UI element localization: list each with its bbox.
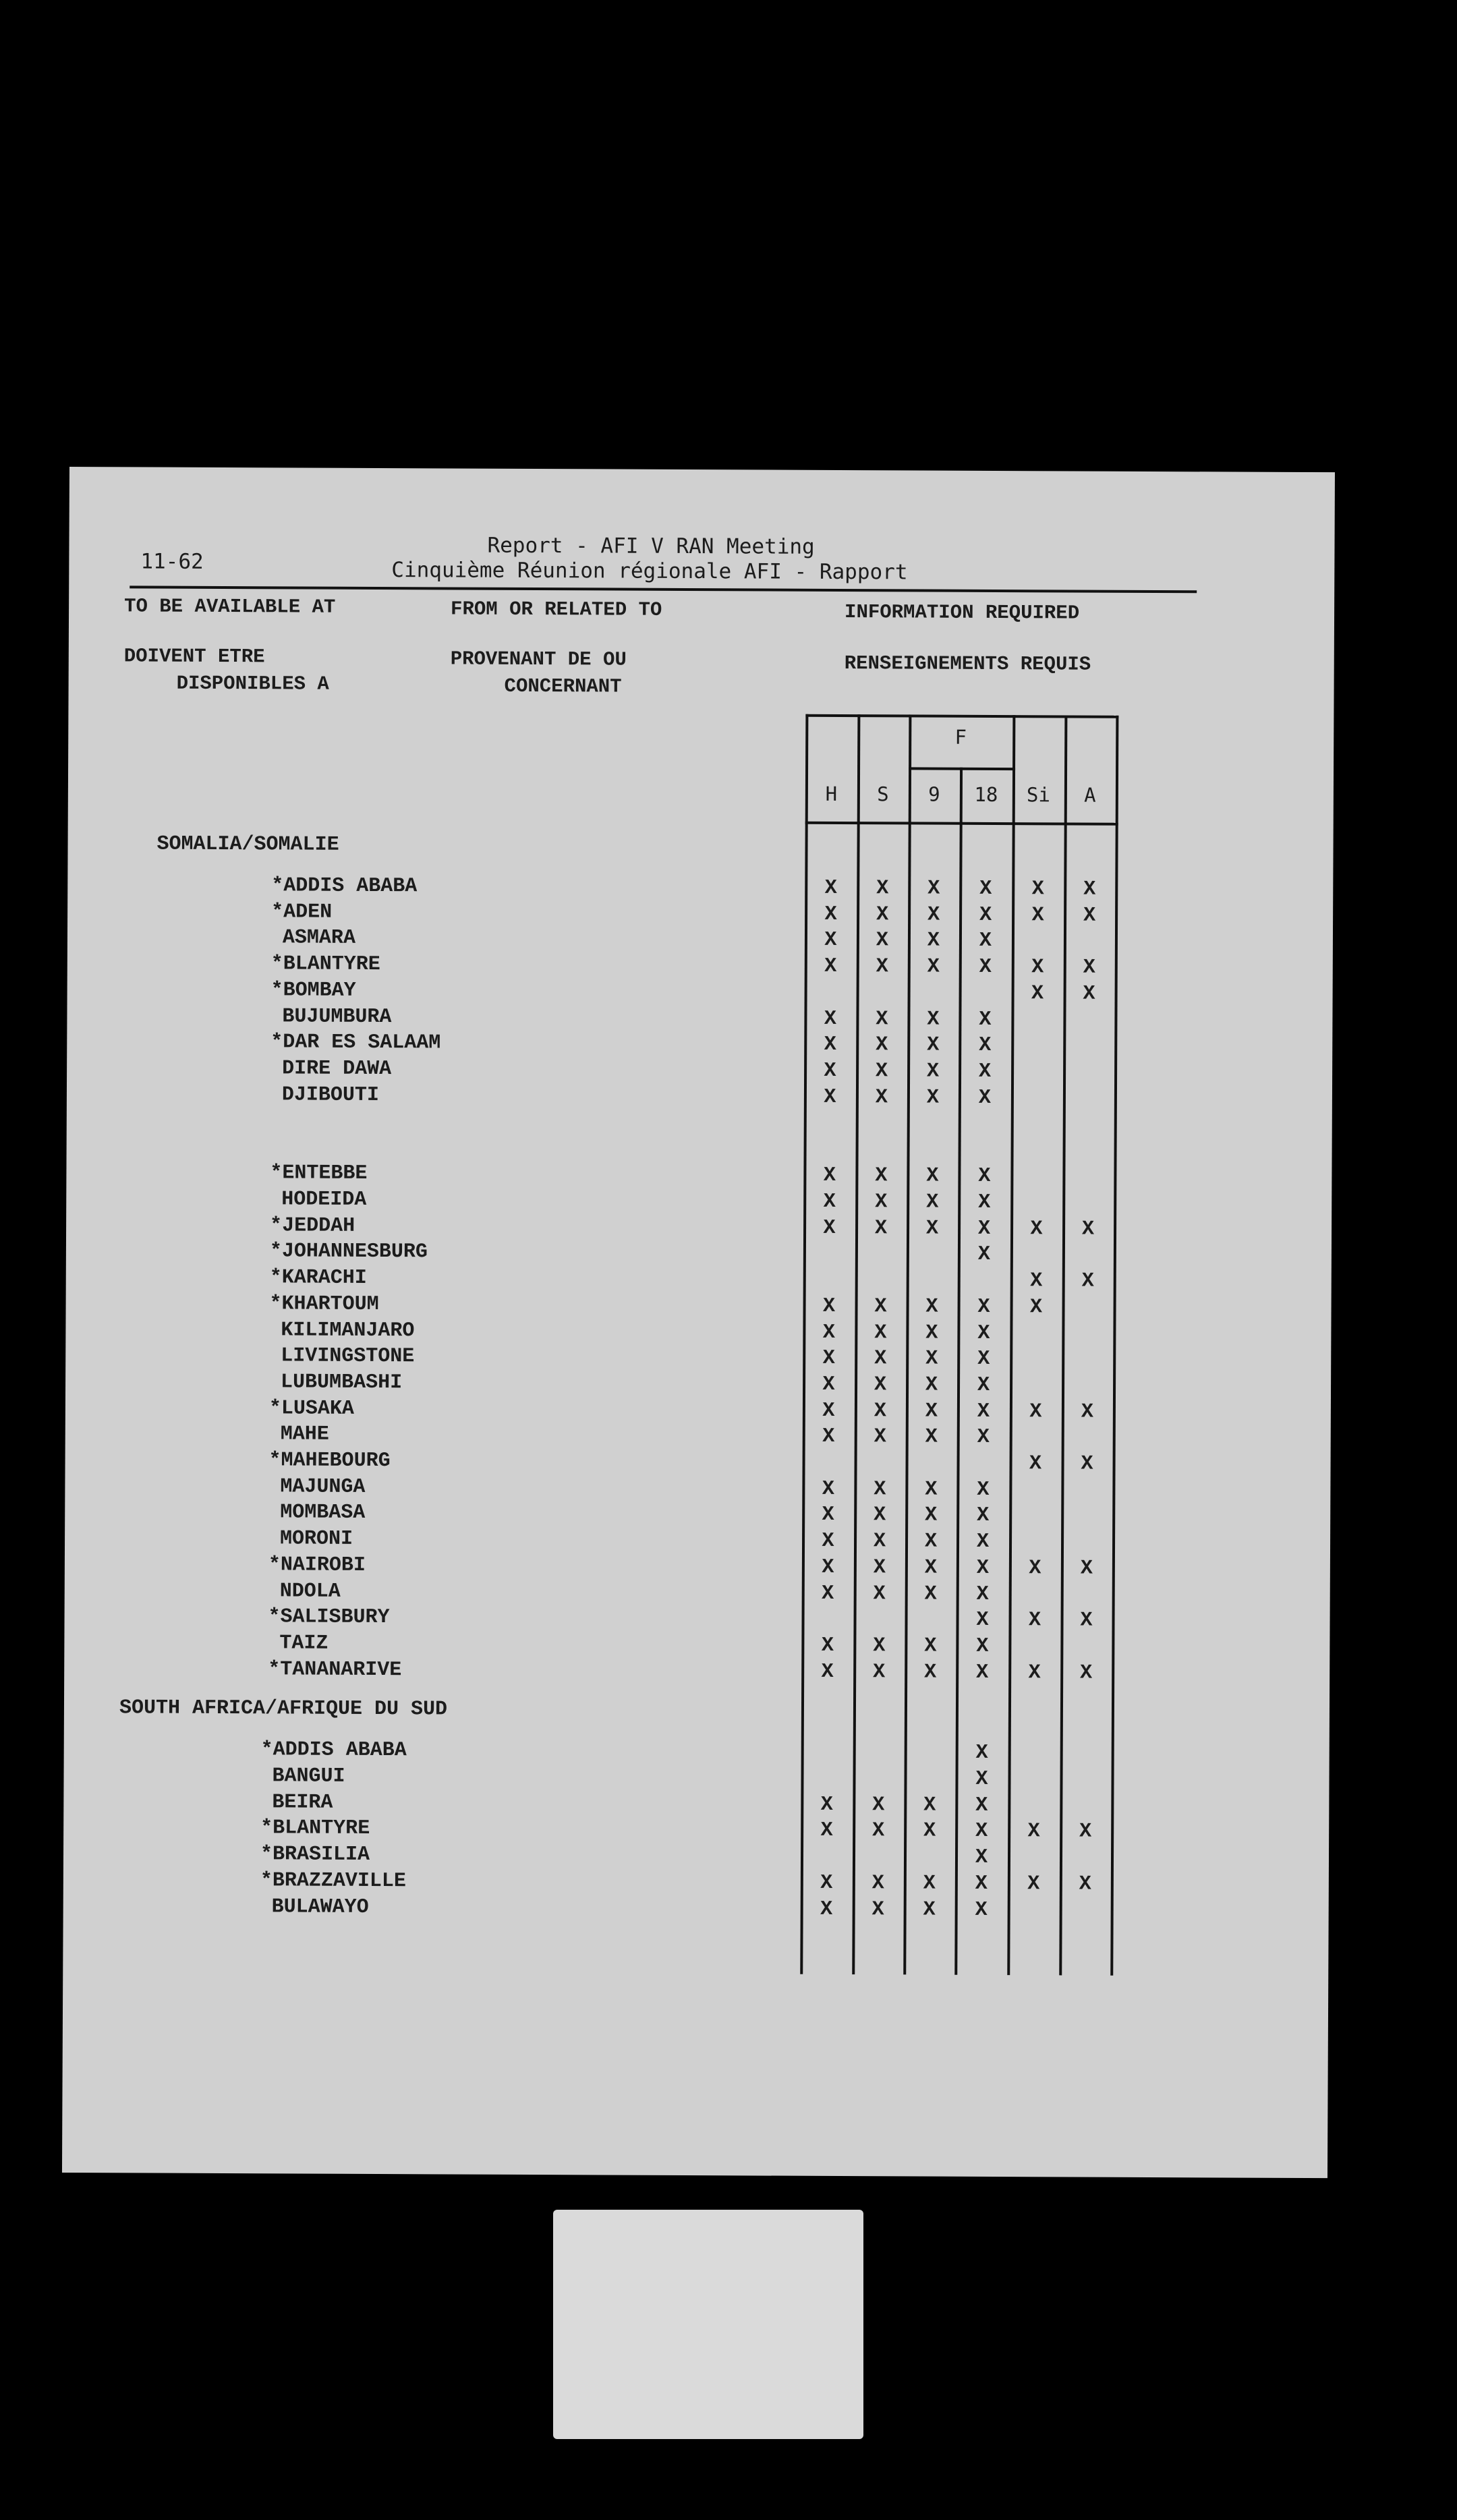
- mark-a: X: [1080, 1609, 1093, 1632]
- grid-vline: [1110, 716, 1118, 1976]
- mark-9: X: [925, 1400, 938, 1423]
- mark-18: X: [977, 1295, 990, 1319]
- mark-h: X: [820, 1871, 833, 1895]
- station-name: DJIBOUTI: [281, 1083, 380, 1107]
- heading-info-fr: RENSEIGNEMENTS REQUIS: [844, 652, 1091, 676]
- mark-h: X: [824, 954, 837, 979]
- mark-a: X: [1079, 1820, 1092, 1844]
- mark-si: X: [1028, 1609, 1041, 1632]
- station-name: *ADEN: [271, 900, 333, 924]
- mark-s: X: [876, 929, 889, 952]
- mark-18: X: [979, 877, 992, 900]
- station-name: BEIRA: [272, 1791, 333, 1814]
- mark-9: X: [926, 1191, 939, 1214]
- mark-9: X: [925, 1504, 938, 1528]
- mark-18: X: [975, 1872, 988, 1895]
- heading-from-en: FROM OR RELATED TO: [451, 598, 662, 621]
- mark-18: X: [977, 1373, 990, 1397]
- mark-18: X: [979, 903, 992, 927]
- mark-h: X: [824, 1059, 836, 1083]
- mark-s: X: [874, 1425, 886, 1449]
- report-title-fr: Cinquième Réunion régionale AFI - Rapport: [391, 558, 908, 585]
- mark-s: X: [872, 1897, 884, 1921]
- mark-18: X: [977, 1400, 990, 1423]
- mark-18: X: [979, 1008, 992, 1031]
- mark-a: X: [1081, 1269, 1094, 1293]
- mark-9: X: [923, 1898, 936, 1922]
- station-name: DIRE DAWA: [282, 1057, 392, 1081]
- mark-h: X: [822, 1529, 834, 1553]
- mark-a: X: [1083, 904, 1096, 927]
- mark-s: X: [873, 1634, 886, 1658]
- mark-s: X: [876, 955, 888, 979]
- mark-9: X: [924, 1634, 937, 1658]
- mark-18: X: [977, 1478, 990, 1501]
- station-name: BUJUMBURA: [282, 1004, 392, 1029]
- mark-9: X: [924, 1556, 937, 1580]
- mark-18: X: [977, 1321, 990, 1345]
- mark-18: X: [976, 1530, 990, 1554]
- mark-18: X: [979, 955, 992, 979]
- mark-s: X: [876, 1007, 888, 1031]
- station-name: BANGUI: [272, 1765, 345, 1788]
- mark-h: X: [824, 1085, 836, 1109]
- mark-s: X: [873, 1660, 886, 1684]
- station-name: ASMARA: [282, 926, 356, 950]
- grid-vline: [1059, 715, 1067, 1975]
- mark-18: X: [975, 1820, 988, 1843]
- grid-vline: [954, 768, 963, 1975]
- mark-9: X: [924, 1661, 937, 1684]
- mark-18: X: [976, 1609, 989, 1632]
- mark-9: X: [925, 1425, 938, 1449]
- mark-18: X: [978, 1165, 991, 1189]
- mark-h: X: [822, 1373, 835, 1396]
- station-name: MORONI: [279, 1527, 353, 1551]
- mark-9: X: [927, 955, 940, 979]
- mark-a: X: [1083, 878, 1096, 901]
- mark-si: X: [1029, 1452, 1042, 1476]
- station-name: *BOMBAY: [270, 979, 356, 1002]
- report-title-en: Report - AFI V RAN Meeting: [487, 533, 815, 559]
- station-name: *BRAZZAVILLE: [260, 1869, 406, 1893]
- column-header-a: A: [1084, 783, 1096, 807]
- mark-h: X: [823, 1216, 836, 1240]
- mark-si: X: [1031, 982, 1044, 1006]
- mark-s: X: [872, 1819, 885, 1843]
- mark-h: X: [821, 1634, 834, 1657]
- column-header-9: 9: [928, 782, 940, 806]
- mark-s: X: [873, 1556, 886, 1580]
- heading-from-fr-1: PROVENANT DE OU: [450, 648, 627, 671]
- header-rule: [130, 585, 1197, 593]
- station-name: TAIZ: [279, 1632, 328, 1655]
- mark-18: X: [975, 1794, 988, 1817]
- station-name: KILIMANJARO: [281, 1318, 415, 1342]
- mark-9: X: [927, 1060, 940, 1083]
- mark-h: X: [822, 1582, 834, 1605]
- column-header-s: S: [877, 782, 889, 806]
- station-name: NDOLA: [279, 1579, 341, 1603]
- mark-9: X: [925, 1321, 938, 1345]
- mark-s: X: [874, 1477, 886, 1501]
- mark-9: X: [924, 1582, 937, 1606]
- mark-h: X: [824, 876, 837, 900]
- mark-18: X: [978, 1086, 992, 1110]
- mark-si: X: [1029, 1400, 1042, 1423]
- mark-h: X: [822, 1504, 834, 1527]
- mark-s: X: [876, 1060, 888, 1083]
- mark-h: X: [822, 1347, 835, 1371]
- station-name: *LUSAKA: [268, 1396, 355, 1421]
- mark-h: X: [820, 1819, 833, 1843]
- mark-h: X: [823, 1190, 836, 1213]
- mark-h: X: [822, 1399, 835, 1423]
- station-name: MAJUNGA: [280, 1475, 366, 1499]
- heading-available-fr-2: DISPONIBLES A: [176, 672, 329, 695]
- section-title: SOMALIA/SOMALIE: [156, 832, 339, 857]
- grid-top-rule: [805, 714, 1118, 718]
- mark-18: X: [979, 1060, 992, 1083]
- station-name: *KHARTOUM: [269, 1292, 379, 1316]
- station-name: MOMBASA: [280, 1501, 366, 1525]
- mark-9: X: [927, 1033, 940, 1057]
- grid-vline: [903, 714, 911, 1974]
- mark-s: X: [876, 903, 889, 926]
- mark-9: X: [923, 1819, 936, 1843]
- document-page: [62, 467, 1335, 2178]
- mark-9: X: [927, 877, 940, 900]
- mark-s: X: [876, 877, 889, 900]
- mark-h: X: [824, 903, 837, 926]
- grid-group-rule: [909, 767, 1015, 770]
- mark-a: X: [1083, 982, 1095, 1006]
- heading-available-fr-1: DOIVENT ETRE: [123, 645, 265, 668]
- station-name: *DAR ES SALAAM: [270, 1031, 441, 1055]
- mark-si: X: [1030, 1269, 1043, 1293]
- column-header-si: Si: [1026, 783, 1050, 807]
- mark-s: X: [872, 1793, 885, 1816]
- mark-18: X: [975, 1845, 988, 1870]
- mark-h: X: [820, 1793, 833, 1816]
- mark-a: X: [1081, 1400, 1093, 1424]
- station-name: *MAHEBOURG: [268, 1449, 391, 1473]
- mark-h: X: [822, 1477, 834, 1501]
- station-name: LUBUMBASHI: [281, 1371, 403, 1395]
- mark-9: X: [925, 1217, 939, 1240]
- mark-18: X: [979, 929, 992, 953]
- mark-h: X: [821, 1660, 834, 1684]
- mark-s: X: [874, 1373, 887, 1397]
- station-name: *JEDDAH: [270, 1213, 355, 1238]
- mark-s: X: [875, 1164, 888, 1188]
- mark-s: X: [874, 1295, 887, 1319]
- mark-18: X: [979, 1034, 992, 1058]
- mark-18: X: [977, 1426, 990, 1450]
- mark-si: X: [1029, 1296, 1043, 1319]
- mark-9: X: [927, 929, 940, 953]
- mark-18: X: [976, 1634, 989, 1658]
- mark-18: X: [975, 1767, 988, 1791]
- station-name: *BLANTYRE: [270, 952, 380, 977]
- mark-a: X: [1081, 1218, 1095, 1241]
- mark-9: X: [925, 1347, 938, 1371]
- mark-s: X: [874, 1321, 887, 1344]
- station-name: *BRASILIA: [260, 1843, 370, 1867]
- mark-h: X: [822, 1294, 836, 1318]
- mark-18: X: [977, 1348, 990, 1371]
- mark-18: X: [977, 1504, 990, 1528]
- mark-18: X: [975, 1742, 988, 1765]
- mark-si: X: [1031, 878, 1044, 901]
- mark-h: X: [820, 1897, 833, 1921]
- mark-s: X: [875, 1191, 888, 1214]
- grid-vline: [800, 714, 808, 1974]
- mark-si: X: [1031, 956, 1044, 979]
- station-name: *TANANARIVE: [268, 1657, 402, 1682]
- mark-si: X: [1027, 1872, 1040, 1896]
- mark-h: X: [822, 1321, 835, 1344]
- grid-vline: [852, 714, 860, 1974]
- station-name: *KARACHI: [269, 1266, 367, 1290]
- mark-a: X: [1080, 1661, 1093, 1685]
- column-header-18: 18: [974, 782, 998, 807]
- station-name: MAHE: [280, 1423, 329, 1446]
- mark-9: X: [927, 903, 940, 927]
- mark-h: X: [822, 1425, 835, 1449]
- mark-h: X: [824, 929, 837, 952]
- section-title: SOUTH AFRICA/AFRIQUE DU SUD: [119, 1696, 448, 1721]
- mark-h: X: [822, 1555, 834, 1579]
- mark-s: X: [873, 1582, 886, 1605]
- mark-18: X: [975, 1898, 988, 1922]
- mark-si: X: [1029, 1557, 1041, 1580]
- station-name: *NAIROBI: [268, 1553, 366, 1577]
- mark-si: X: [1028, 1661, 1041, 1684]
- mark-9: X: [925, 1295, 938, 1319]
- mark-18: X: [976, 1661, 989, 1684]
- station-name: *JOHANNESBURG: [269, 1240, 428, 1264]
- heading-available-en: TO BE AVAILABLE AT: [124, 595, 336, 619]
- mark-9: X: [923, 1872, 936, 1895]
- mark-9: X: [926, 1086, 940, 1110]
- mark-s: X: [874, 1216, 888, 1240]
- mark-a: X: [1081, 1452, 1093, 1476]
- mark-s: X: [876, 1033, 888, 1057]
- mark-s: X: [874, 1347, 887, 1371]
- mark-9: X: [926, 1164, 939, 1188]
- mark-h: X: [824, 1033, 836, 1057]
- mark-9: X: [923, 1794, 936, 1817]
- mark-s: X: [874, 1504, 886, 1527]
- station-name: LIVINGSTONE: [281, 1344, 415, 1369]
- paper-slip: [553, 2210, 863, 2439]
- mark-s: X: [874, 1399, 886, 1423]
- mark-si: X: [1031, 903, 1044, 927]
- mark-9: X: [925, 1373, 938, 1397]
- mark-h: X: [823, 1164, 836, 1188]
- mark-si: X: [1030, 1217, 1043, 1240]
- heading-info-en: INFORMATION REQUIRED: [844, 601, 1080, 625]
- station-name: *SALISBURY: [268, 1605, 390, 1630]
- station-name: HODEIDA: [281, 1188, 367, 1211]
- station-name: BULAWAYO: [271, 1895, 369, 1919]
- mark-18: X: [977, 1217, 991, 1240]
- mark-18: X: [976, 1582, 989, 1606]
- mark-si: X: [1027, 1820, 1040, 1843]
- mark-9: X: [927, 1008, 940, 1031]
- mark-18: X: [976, 1556, 989, 1580]
- mark-a: X: [1083, 956, 1095, 979]
- mark-h: X: [824, 1007, 837, 1031]
- column-header-h: H: [825, 782, 838, 805]
- mark-a: X: [1080, 1557, 1093, 1580]
- column-group-label: F: [954, 725, 967, 749]
- mark-s: X: [873, 1530, 886, 1553]
- station-name: *ENTEBBE: [270, 1162, 368, 1186]
- mark-9: X: [925, 1478, 938, 1501]
- heading-from-fr-2: CONCERNANT: [504, 675, 622, 698]
- station-name: *ADDIS ABABA: [260, 1738, 407, 1763]
- mark-s: X: [875, 1085, 888, 1109]
- mark-9: X: [924, 1530, 938, 1553]
- page-number: 11-62: [140, 549, 204, 574]
- station-name: *ADDIS ABABA: [271, 874, 418, 898]
- mark-s: X: [872, 1872, 884, 1895]
- mark-a: X: [1079, 1872, 1091, 1896]
- mark-18: X: [978, 1191, 991, 1214]
- station-name: *BLANTYRE: [260, 1816, 370, 1841]
- grid-vline: [1007, 715, 1015, 1975]
- mark-18: X: [977, 1243, 990, 1267]
